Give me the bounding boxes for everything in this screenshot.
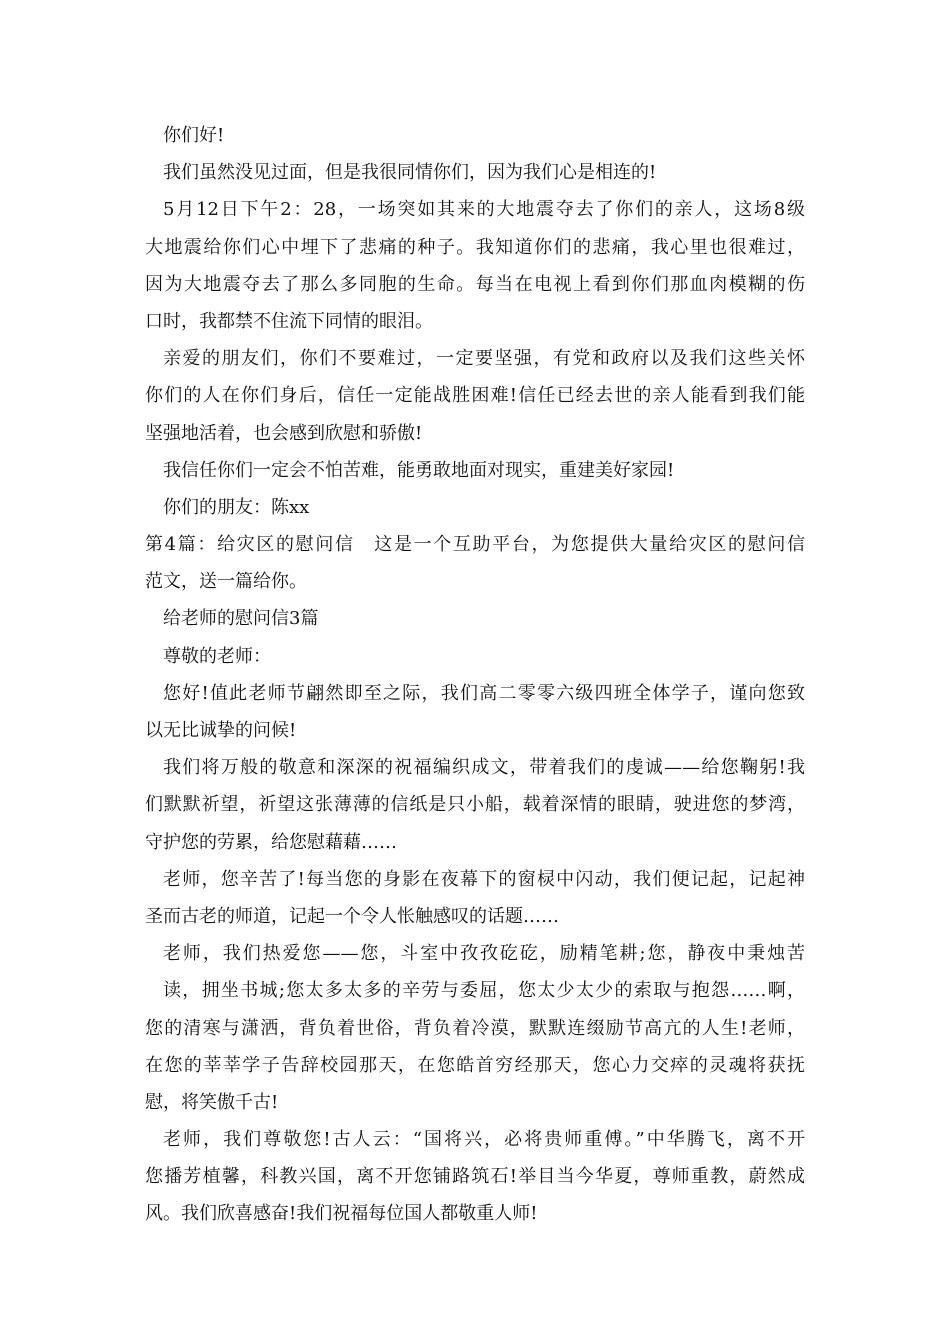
- text-line: 你们的朋友：陈xx: [163, 496, 310, 518]
- text-line: 老师，我们热爱您——您，斗室中孜孜矻矻，励精笔耕;您，静夜中秉烛苦: [163, 943, 805, 965]
- text-line: 尊敬的老师：: [163, 645, 271, 667]
- text-line: 读，拥坐书城;您太多太多的辛劳与委屈，您太少太少的索取与抱怨……啊，: [163, 980, 805, 1002]
- text-line: 大地震给你们心中埋下了悲痛的种子。我知道你们的悲痛，我心里也很难过，: [145, 236, 805, 258]
- text-line: 亲爱的朋友们，你们不要难过，一定要坚强，有党和政府以及我们这些关怀: [163, 348, 805, 370]
- text-line: 老师，我们尊敬您!古人云：“国将兴，必将贵师重傅。”中华腾飞，离不开: [163, 1129, 805, 1151]
- text-line: 以无比诚挚的问候!: [145, 720, 297, 741]
- text-line: 范文，送一篇给你。: [145, 571, 307, 593]
- text-line: 第4篇：给灾区的慰问信 这是一个互助平台，为您提供大量给灾区的慰问信: [145, 534, 805, 556]
- text-line: 给老师的慰问信3篇: [163, 608, 319, 630]
- text-line: 风。我们欣喜感奋!我们祝福每位国人都敬重人师!: [145, 1203, 538, 1225]
- text-line: 您播芳植馨，科教兴国，离不开您铺路筑石!举目当今华夏，尊师重教，蔚然成: [145, 1166, 805, 1188]
- text-line: 您好!值此老师节翩然即至之际，我们高二零零六级四班全体学子，谨向您致: [163, 682, 805, 704]
- text-line: 守护您的劳累，给您慰藉藉……: [145, 831, 397, 853]
- text-line: 在您的莘莘学子告辞校园那天，在您皓首穷经那天，您心力交瘁的灵魂将获抚: [145, 1054, 805, 1076]
- text-line: 因为大地震夺去了那么多同胞的生命。每当在电视上看到你们那血肉模糊的伤: [145, 273, 805, 295]
- text-line: 慰，将笑傲千古!: [145, 1091, 279, 1113]
- text-line: 们默默祈望，祈望这张薄薄的信纸是只小船，载着深情的眼睛，驶进您的梦湾，: [145, 794, 805, 816]
- text-line: 5月12日下午2：28，一场突如其来的大地震夺去了你们的亲人，这场8级: [163, 199, 805, 221]
- text-line: 老师，您辛苦了!每当您的身影在夜幕下的窗棂中闪动，我们便记起，记起神: [163, 868, 805, 890]
- text-line: 我们虽然没见过面，但是我很同情你们，因为我们心是相连的!: [163, 162, 657, 184]
- text-line: 我信任你们一定会不怕苦难，能勇敢地面对现实，重建美好家园!: [163, 459, 675, 481]
- document-body: [145, 117, 815, 1233]
- text-line: 圣而古老的师道，记起一个令人怅触感叹的话题……: [145, 905, 559, 927]
- text-line: 口时，我都禁不住流下同情的眼泪。: [145, 310, 433, 332]
- text-line: 你们的人在你们身后，信任一定能战胜困难!信任已经去世的亲人能看到我们能: [145, 385, 805, 407]
- text-line: 你们好!: [163, 125, 225, 146]
- text-line: 您的清寒与潇洒，背负着世俗，背负着冷漠，默默连缀励节高亢的人生!老师，: [145, 1017, 805, 1039]
- text-line: 我们将万般的敬意和深深的祝福编织成文，带着我们的虔诚——给您鞠躬!我: [163, 757, 805, 779]
- text-line: 坚强地活着，也会感到欣慰和骄傲!: [145, 422, 423, 444]
